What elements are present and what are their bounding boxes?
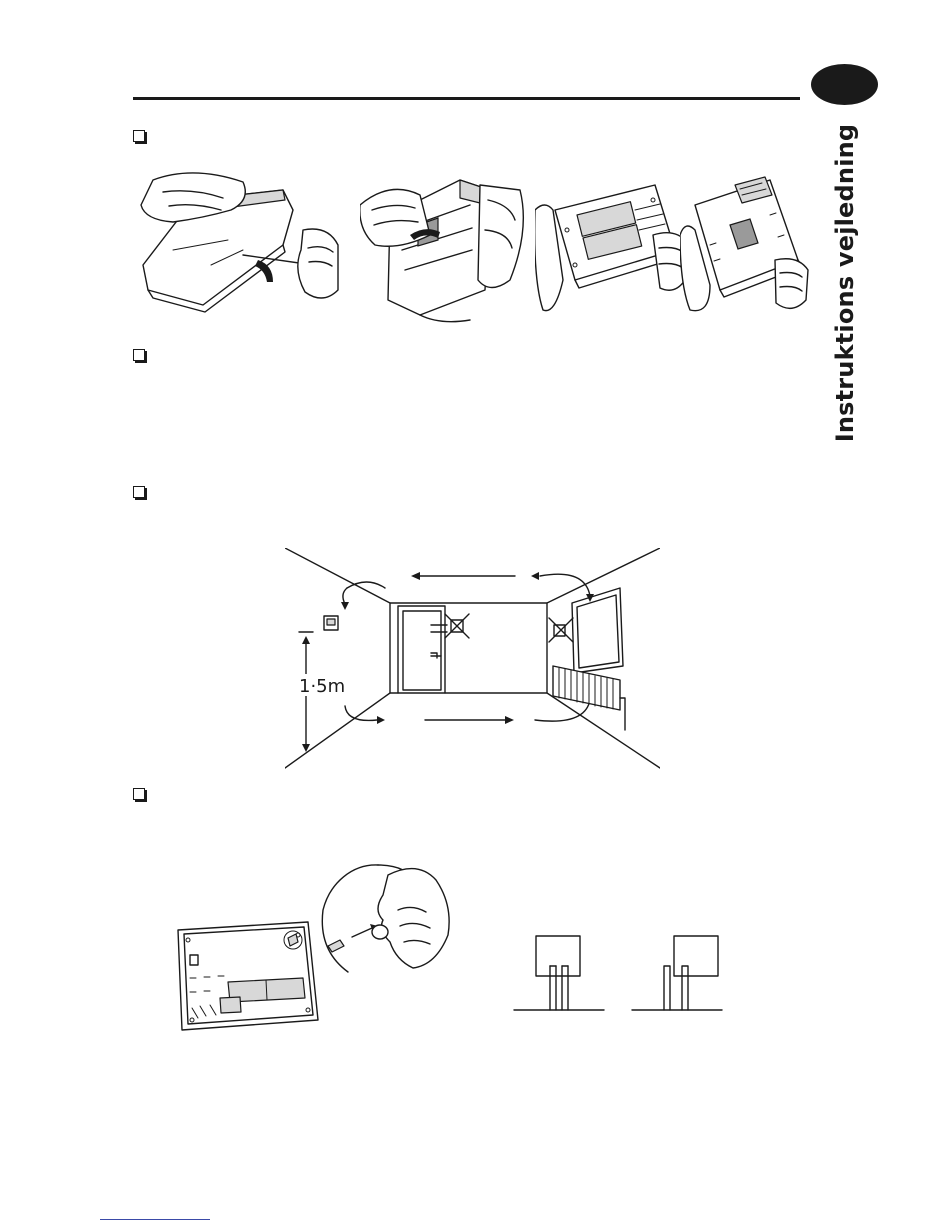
language-tab-marker — [811, 64, 878, 105]
section-checkbox-4 — [133, 788, 145, 800]
mounting-diagram-incorrect — [630, 932, 725, 1014]
header-rule — [133, 97, 800, 100]
baseplate-illustration — [680, 175, 810, 320]
section-checkbox-1 — [133, 130, 145, 142]
lift-cover-illustration — [360, 170, 530, 325]
open-housing-hands-illustration — [535, 180, 690, 320]
baseplate-knockout-illustration — [168, 860, 458, 1035]
room-placement-diagram — [285, 548, 660, 770]
footer-link-underline — [100, 1219, 210, 1220]
height-marker-label: 1·5m — [299, 676, 346, 697]
side-title-text: Instruktions vejledning — [831, 123, 859, 443]
section-checkbox-3 — [133, 486, 145, 498]
section-checkbox-2 — [133, 349, 145, 361]
open-housing-illustration — [133, 170, 343, 315]
mounting-diagram-correct — [512, 932, 607, 1014]
